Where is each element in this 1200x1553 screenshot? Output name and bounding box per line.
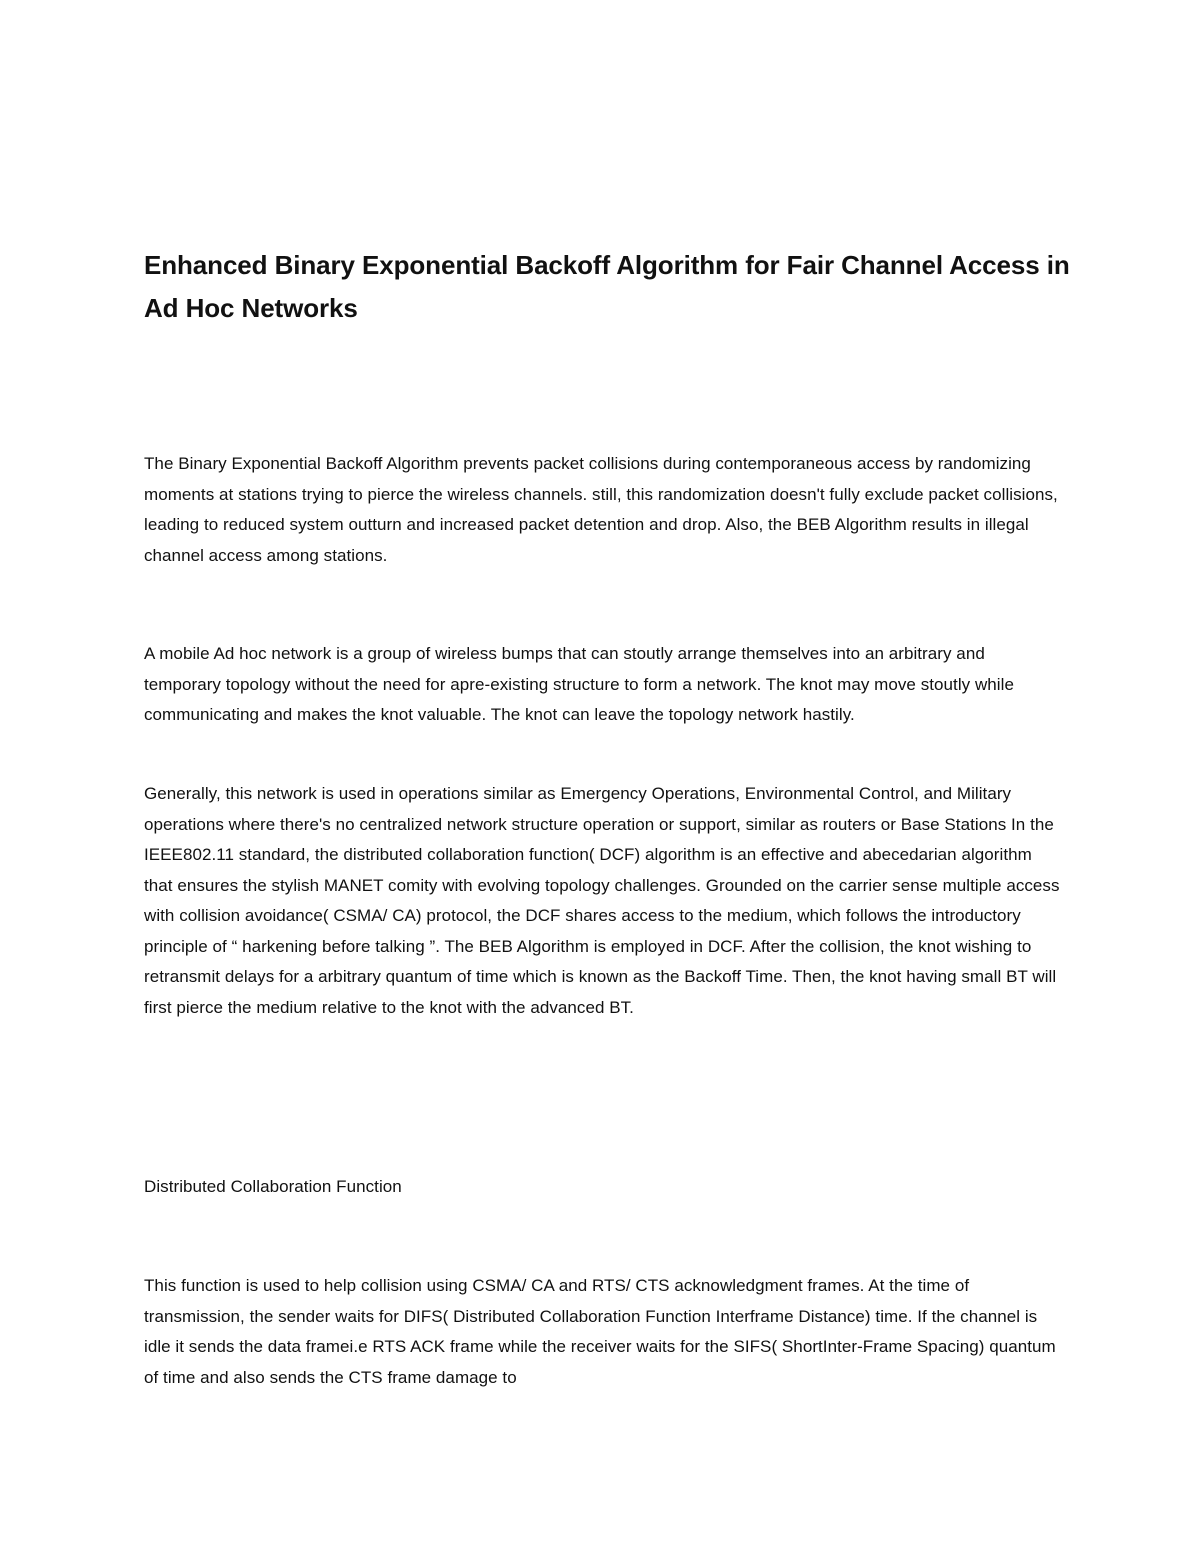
document-title: Enhanced Binary Exponential Backoff Algorithm for Fair Channel Access in Ad Hoc Networks [144,250,1070,323]
paragraph-dcf-overview: Generally, this network is used in operations similar as Emergency Operations, Environmental Control, and Military operations where there's no centralized network structure operation or support, similar as routers or Base Stations In the IEEE802.11 standard, the distributed collaboration function( DCF) algorithm is an effective and abecedarian algorithm that ensures the stylish MANET comity with evolving topology challenges. Grounded on the carrier sense multiple access with collision avoidance( CSMA/ CA) protocol, the DCF shares access to the medium, which follows the introductory principle of “ harkening before talking ”. The BEB Algorithm is employed in DCF. After the collision, the knot wishing to retransmit delays for a arbitrary quantum of time which is known as the Backoff Time. Then, the knot having small BT will first pierce the medium relative to the knot with the advanced BT. [144,784,1060,1017]
section-heading: Distributed Collaboration Function [144,1177,402,1196]
paragraph-beb-intro: The Binary Exponential Backoff Algorithm prevents packet collisions during contemporaneous access by randomizing moments at stations trying to pierce the wireless channels. still, this randomization doesn't fully exclude packet collisions, leading to reduced system outturn and increased packet detention and drop. Also, the BEB Algorithm results in illegal channel access among stations. [144,454,1058,565]
paragraph-manet-definition: A mobile Ad hoc network is a group of wireless bumps that can stoutly arrange themselves into an arbitrary and temporary topology without the need for apre-existing structure to form a network. The knot may move stoutly while communicating and makes the knot valuable. The knot can leave the topology network hastily. [144,644,1014,724]
paragraph-dcf-function: This function is used to help collision using CSMA/ CA and RTS/ CTS acknowledgment frames. At the time of transmission, the sender waits for DIFS( Distributed Collaboration Function Interframe Distance) time. If the channel is idle it sends the data framei.e RTS ACK frame while the receiver waits for the SIFS( ShortInter-Frame Spacing) quantum of time and also sends the CTS frame damage to [144,1276,1056,1387]
